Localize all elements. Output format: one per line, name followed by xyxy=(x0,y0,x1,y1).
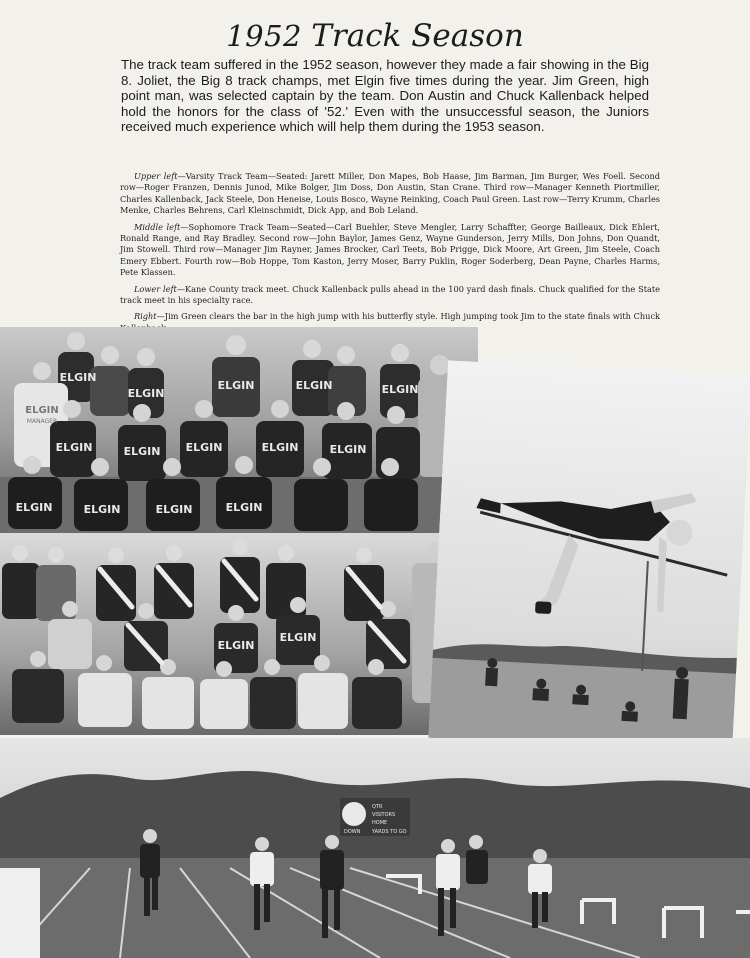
scoreboard-row1: QTR xyxy=(372,804,383,810)
caption-label: Middle left xyxy=(134,221,181,232)
intro-text: The track team suffered in the 1952 season, however they made a fair showing in the Big 8. Joliet, the Big 8 track champs, met Elgin five times during the year. Jim Green, high point man, was selected captain by the team. Don Austin and Chuck Kallenback helped hold the honors for the class of '52.' Even with the unsuccessful season, the Juniors received much experience which will help them during the 1953 season. xyxy=(121,57,649,135)
varsity-team-image xyxy=(0,327,478,533)
manager-jersey-text: ELGIN xyxy=(25,405,59,416)
jersey-text: ELGIN xyxy=(381,383,419,396)
jersey-text: ELGIN xyxy=(15,501,53,514)
jersey-text: ELGIN xyxy=(127,387,165,400)
jersey-text: ELGIN xyxy=(59,371,97,384)
jersey-text: ELGIN xyxy=(225,501,263,514)
scoreboard-row2: VISITORS xyxy=(372,812,396,818)
caption-lower-left xyxy=(120,284,660,307)
scoreboard-row3: HOME xyxy=(372,820,388,826)
track-meet-image xyxy=(0,738,750,958)
jersey-text: ELGIN xyxy=(217,639,255,652)
high-jump-image xyxy=(428,360,750,753)
jersey-text: ELGIN xyxy=(217,379,255,392)
jersey-text: ELGIN xyxy=(185,441,223,454)
manager-caption-text: MANAGER xyxy=(26,418,58,425)
photo-captions xyxy=(120,171,660,339)
jersey-text: ELGIN xyxy=(295,379,333,392)
caption-text: —Sophomore Track Team—Seated—Carl Buehler, Steve Mengler, Larry Schaffter, George Bailleaux, Dick Ehlert, Ronald Range, and Ray Bradley. Second row—John Baylor, James Genz, Wayne Gunderson, Jerry Mills, Don Johns, Don Quandt, Jim Stowell. Third row—Manager Jim Rayner, James Brocker, Carl Teets, Bob Prigge, Dick Moore, Art Green, Jim Steele, Coach Emery Ebbert. Fourth row—Bob Hoppe, Tom Kaston, Jerry Moser, Barry Puklin, Roger Soderberg, Dean Payne, Charles Harms, Pete Klassen. xyxy=(120,221,660,278)
jersey-text: ELGIN xyxy=(329,443,367,456)
caption-text: —Jim Green clears the bar in the high jump with his butterfly style. High jumping took Jim to the state finals with Chuck xyxy=(156,311,660,322)
high-jump-photo xyxy=(428,360,750,753)
caption-upper-left xyxy=(120,171,660,217)
title-words: Track Season xyxy=(311,18,524,54)
caption-label: Upper left xyxy=(134,171,178,181)
caption-label: Right xyxy=(134,311,157,322)
scoreboard-row4-left: DOWN xyxy=(344,829,361,835)
title-year: 1952 xyxy=(226,19,302,53)
jersey-text: ELGIN xyxy=(261,441,299,454)
jersey-text: ELGIN xyxy=(155,503,193,516)
sophomore-team-photo xyxy=(0,533,468,735)
jersey-text: ELGIN xyxy=(55,441,93,454)
track-meet-photo xyxy=(0,738,750,958)
page-title xyxy=(0,14,750,58)
jersey-text: ELGIN xyxy=(279,631,317,644)
sophomore-team-image xyxy=(0,533,468,735)
caption-text: —Kane County track meet. Chuck Kallenback pulls ahead in the 100 yard dash finals. Chuck qualified for the State track meet in his specialty race. xyxy=(120,283,661,306)
jersey-text: ELGIN xyxy=(83,503,121,516)
intro-paragraph xyxy=(121,57,649,135)
caption-middle-left xyxy=(120,222,660,279)
scoreboard-row4-right: YARDS TO GO xyxy=(372,829,407,835)
jersey-text: ELGIN xyxy=(123,445,161,458)
varsity-team-photo xyxy=(0,327,478,533)
caption-label: Lower left xyxy=(134,283,177,294)
caption-text: —Varsity Track Team—Seated: Jarett Miller, Don Mapes, Bob Haase, Jim Barman, Jim Burger, Wes Foell. Second row—Roger Franzen, Dennis Junod, Mike Bolger, Jim Doss, Don Austin, Stan Crane. Third row—Manager Kenneth Piortmiller, Charles Kallenback, Jack Steele, Don Heneise, Louis Bosco, Wayne Reinking, Coach Paul Green. Last row—Terry Krumm, Charles Menke, Charles Behrens, Carl Kleinschmidt, Dick App, and Bob Leland. xyxy=(120,171,661,216)
